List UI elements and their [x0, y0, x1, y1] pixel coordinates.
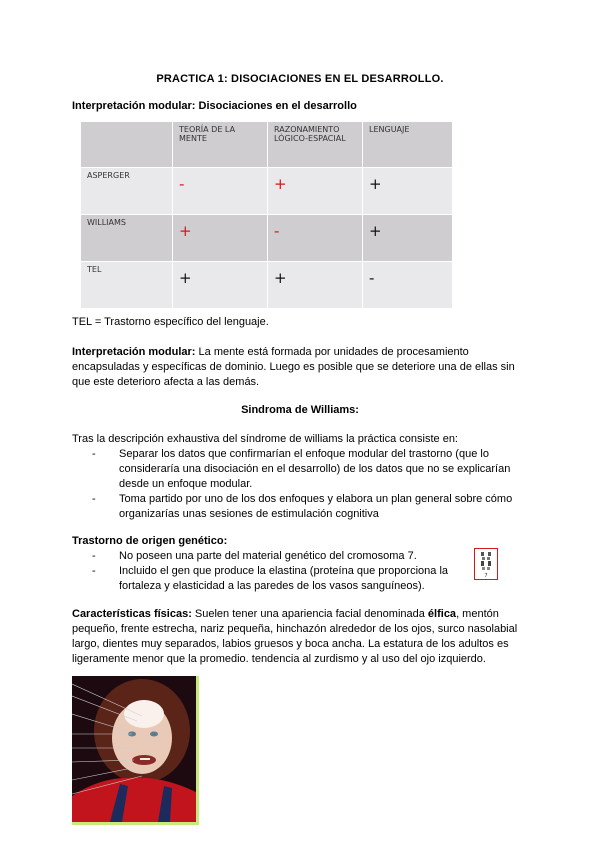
minus-sign: - [274, 222, 280, 240]
chromosome-label: 7 [484, 573, 488, 579]
row-label: ASPERGER [81, 168, 173, 215]
table-cell [363, 168, 453, 215]
physical-text-continued: , mentón pequeño, frente estrecha, nariz pequeña, hinchazón alrededor de los ojos, surco nasolabial largo, dientes muy separados, labios gruesos y boca ancha. La estatura de los adultos es ligeramente menor que la promedio. tendencia al zurdismo y al uso del ojo izquierdo. [72, 608, 518, 665]
plus-sign: + [179, 222, 192, 240]
row-label: WILLIAMS [81, 215, 173, 262]
plus-sign: + [369, 222, 382, 240]
table-header-cell: TEORÍA DE LA MENTE [173, 122, 268, 168]
document-title: PRACTICA 1: DISOCIACIONES EN EL DESARROLLO. [156, 73, 444, 85]
list-item: - Separar los datos que confirmarían el enfoque modular del trastorno (que lo consideraría una disociación en el desarrollo) de los datos que no se explicarían desde un enfoque modular. [72, 447, 532, 492]
modular-text: La mente está formada por unidades de procesamiento encapsuladas y específicas de dominio. Luego es posible que se deteriore una de ellas sin que este deterioro afecta a las demás. [72, 346, 515, 388]
genetic-heading: Trastorno de origen genético: [72, 535, 228, 547]
table-row [81, 262, 453, 309]
table-row [81, 168, 453, 215]
section-heading-modular-dissociations: Interpretación modular: Disociaciones en el desarrollo [72, 100, 357, 112]
table-cell [268, 262, 363, 309]
table-cell [173, 215, 268, 262]
genetic-list [72, 549, 452, 594]
child-face-image [72, 676, 196, 822]
plus-sign: + [369, 175, 382, 193]
physical-characteristics-paragraph [72, 607, 538, 667]
plus-sign: + [274, 175, 287, 193]
table-row [81, 215, 453, 262]
table-cell [173, 262, 268, 309]
table-header-cell: RAZONAMIENTO LÓGICO-ESPACIAL [268, 122, 363, 168]
tel-definition: TEL = Trastorno específico del lenguaje. [72, 316, 269, 328]
table-header-cell [81, 122, 173, 168]
elfic-term: élfica [427, 608, 457, 620]
chromosome-7-image [474, 548, 498, 580]
minus-sign: - [369, 269, 375, 287]
table-cell [363, 215, 453, 262]
practice-list [72, 447, 532, 522]
list-item: - Toma partido por uno de los dos enfoques y elabora un plan general sobre cómo organizarías unas sesiones de estimulación cognitiva [72, 492, 532, 522]
dissociation-table [80, 121, 453, 309]
table-cell [363, 262, 453, 309]
plus-sign: + [179, 269, 192, 287]
table-cell [268, 215, 363, 262]
physical-text: Suelen tener una apariencia facial denominada [191, 608, 428, 620]
list-item: - No poseen una parte del material genético del cromosoma 7. [72, 549, 452, 564]
table-header-row [81, 122, 453, 168]
table-cell [268, 168, 363, 215]
williams-heading: Sindroma de Williams: [241, 404, 359, 416]
table-cell [173, 168, 268, 215]
modular-interpretation-paragraph [72, 345, 532, 390]
plus-sign: + [274, 269, 287, 287]
chromosome-icon [475, 549, 497, 579]
modular-label: Interpretación modular: [72, 346, 196, 358]
row-label: TEL [81, 262, 173, 309]
table-header-cell: LENGUAJE [363, 122, 453, 168]
list-item: - Incluido el gen que produce la elastina (proteína que proporciona la fortaleza y elasticidad a las paredes de los vasos sanguíneos). [72, 564, 452, 594]
minus-sign: - [179, 175, 185, 193]
practice-intro: Tras la descripción exhaustiva del síndrome de williams la práctica consiste en: [72, 433, 458, 445]
williams-child-photo [72, 676, 199, 825]
physical-label: Características físicas: [72, 608, 192, 620]
